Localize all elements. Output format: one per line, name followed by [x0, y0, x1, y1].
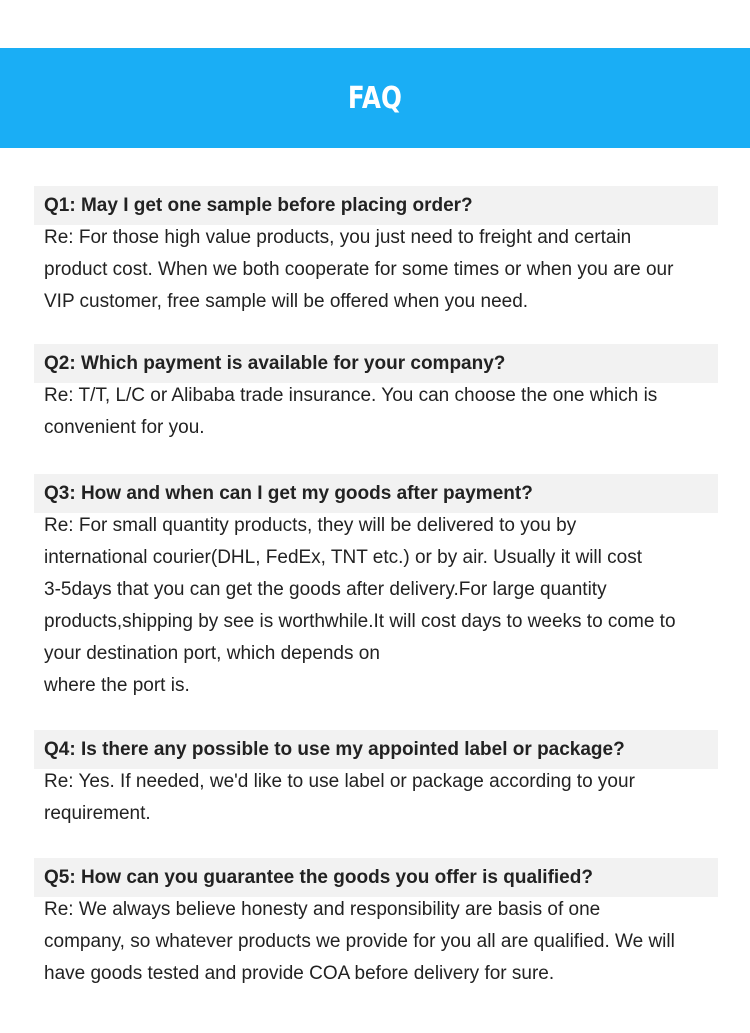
answer-line: where the port is.: [44, 675, 190, 696]
answer-line: Re: For those high value products, you just need to freight and certain: [44, 227, 632, 248]
answer-line: Re: Yes. If needed, we'd like to use label or package according to your: [44, 771, 635, 792]
faq-banner: [0, 48, 750, 148]
faq-item-2: [34, 344, 718, 474]
faq-question: Q4: Is there any possible to use my appointed label or package?: [34, 730, 718, 769]
answer-line: international courier(DHL, FedEx, TNT etc.) or by air. Usually it will cost: [44, 547, 642, 568]
answer-line: requirement.: [44, 803, 151, 824]
answer-line: products,shipping by see is worthwhile.It will cost days to weeks to come to: [44, 611, 676, 632]
answer-line: 3-5days that you can get the goods after delivery.For large quantity: [44, 579, 607, 600]
page-title: FAQ: [348, 80, 402, 116]
faq-question: Q1: May I get one sample before placing order?: [34, 186, 718, 225]
faq-answer: [34, 510, 718, 702]
faq-item-4: [34, 730, 718, 858]
faq-answer: [34, 894, 718, 990]
faq-answer: [34, 766, 718, 830]
faq-list: [34, 186, 718, 998]
faq-question: Q3: How and when can I get my goods after payment?: [34, 474, 718, 513]
answer-line: VIP customer, free sample will be offered when you need.: [44, 291, 529, 312]
answer-line: Re: T/T, L/C or Alibaba trade insurance. You can choose the one which is: [44, 385, 658, 406]
faq-answer: [34, 380, 718, 444]
answer-line: company, so whatever products we provide for you all are qualified. We will: [44, 931, 675, 952]
faq-item-3: [34, 474, 718, 730]
faq-item-1: [34, 186, 718, 344]
answer-line: product cost. When we both cooperate for some times or when you are our: [44, 259, 674, 280]
faq-answer: [34, 222, 718, 318]
answer-line: Re: For small quantity products, they will be delivered to you by: [44, 515, 577, 536]
faq-question: Q5: How can you guarantee the goods you offer is qualified?: [34, 858, 718, 897]
answer-line: convenient for you.: [44, 417, 205, 438]
faq-item-5: [34, 858, 718, 998]
answer-line: have goods tested and provide COA before delivery for sure.: [44, 963, 555, 984]
answer-line: Re: We always believe honesty and responsibility are basis of one: [44, 899, 601, 920]
faq-question: Q2: Which payment is available for your company?: [34, 344, 718, 383]
answer-line: your destination port, which depends on: [44, 643, 380, 664]
